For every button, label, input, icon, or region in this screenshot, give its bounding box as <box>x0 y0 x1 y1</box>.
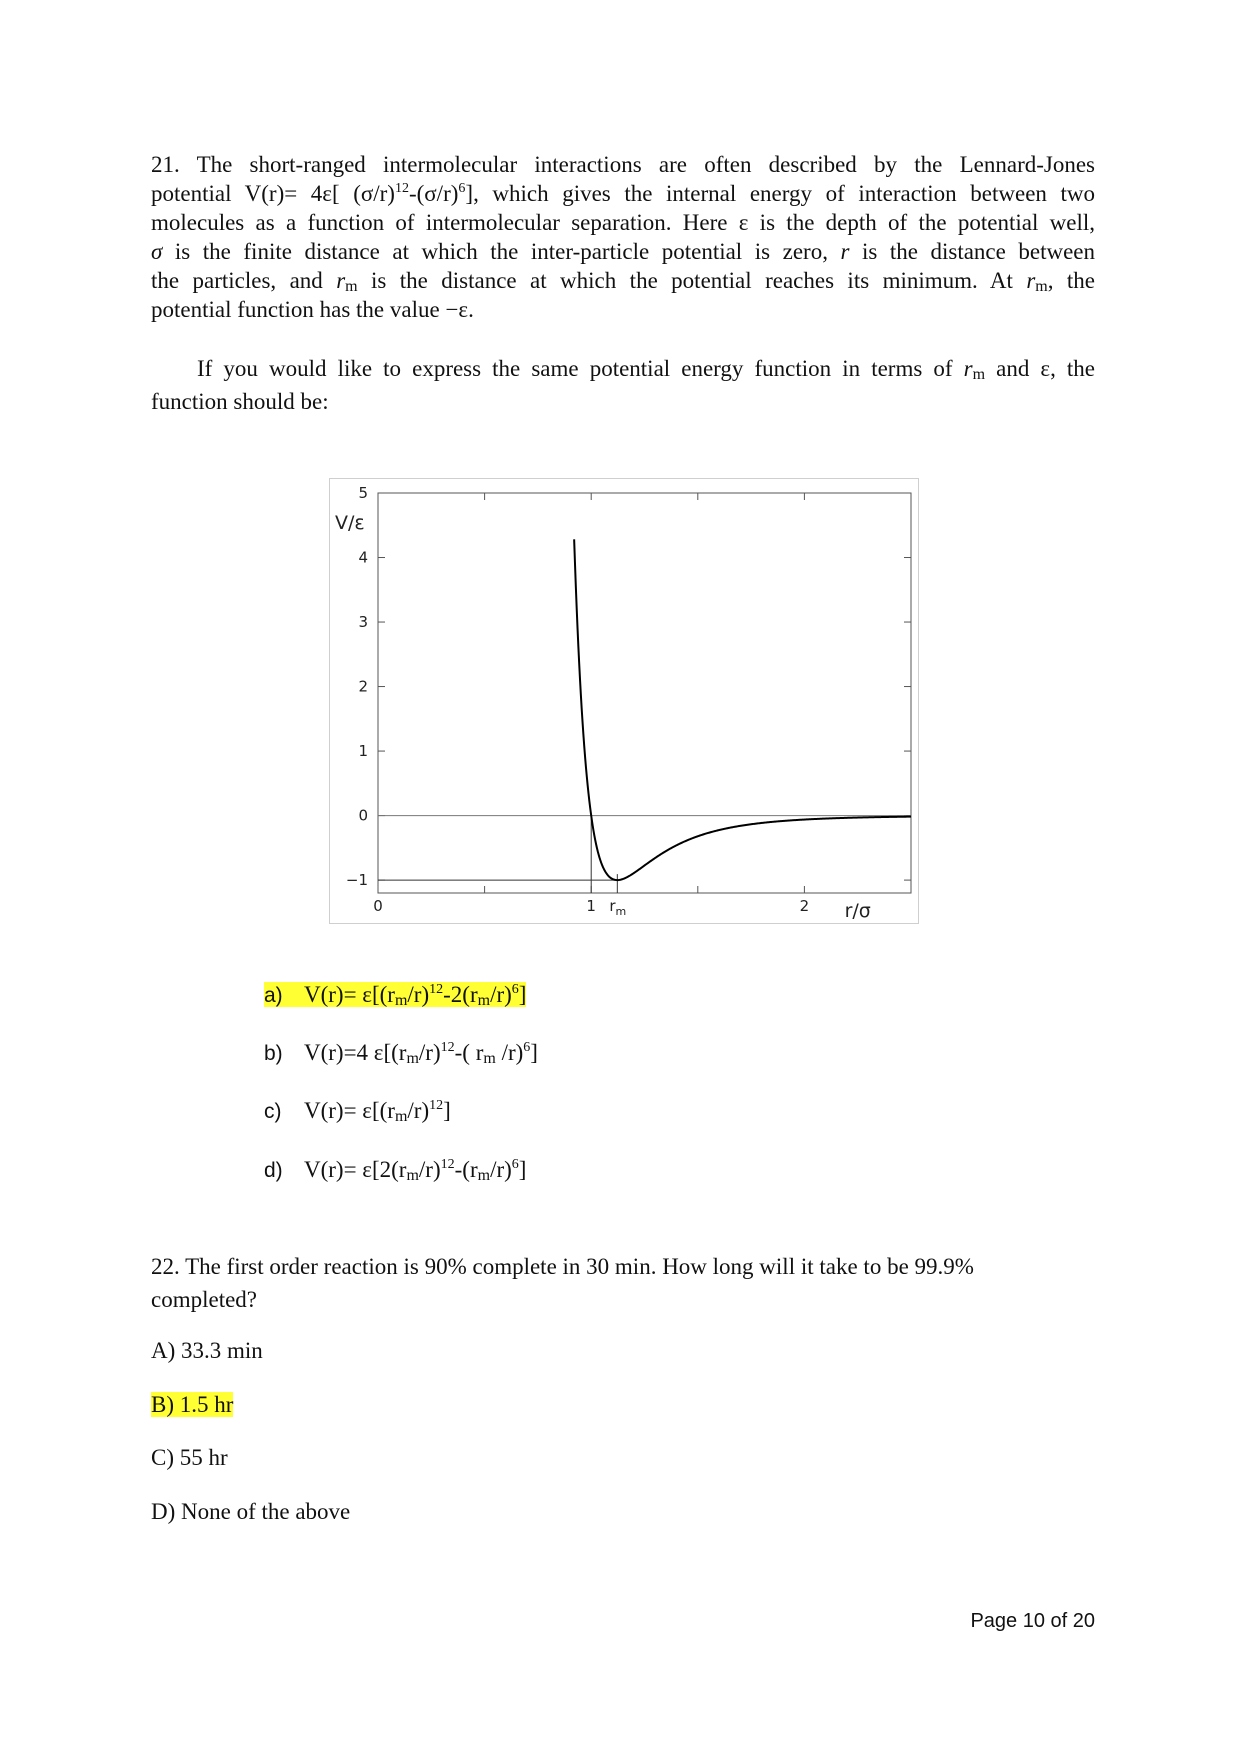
q22-answer-d: D) None of the above <box>151 1499 351 1524</box>
y-axis-title: V/ε <box>335 512 365 534</box>
q21-line-4: σ is the finite distance at which the inter-particle potential is zero, r is the distance between <box>151 239 1096 264</box>
x-tick-label: 1 <box>586 897 596 915</box>
chart-svg <box>330 479 920 925</box>
q21-option-c <box>264 1096 451 1127</box>
q21-option-a <box>264 980 526 1011</box>
q22-line-1: 22. The first order reaction is 90% complete in 30 min. How long will it take to be 99.9% <box>151 1254 974 1279</box>
q21-paragraph <box>151 150 1095 324</box>
q22-answer-c: C) 55 hr <box>151 1445 228 1470</box>
x-tick-label: 0 <box>373 897 383 915</box>
q22-answer-a: A) 33.3 min <box>151 1338 263 1363</box>
axis-ticks <box>378 493 911 893</box>
q21-line-6: potential function has the value −ε. <box>151 297 474 322</box>
plot-frame <box>378 493 911 893</box>
option-content: d) $V(r)= \varepsilon[2(r_m/r)^{12}-(r_m/r)^6]$ <box>264 1157 527 1184</box>
option-content: c) $V(r)= \varepsilon[(r_m/r)^{12}]$ <box>264 1098 451 1125</box>
q21-line-1: 21. The short-ranged intermolecular interactions are often described by the Lennard-Jones <box>151 152 1095 177</box>
option-content: a) $V(r)= \varepsilon[(r_m/r)^{12}-2(r_m/r)^6]$ <box>264 982 527 1009</box>
y-tick-label: 4 <box>358 548 368 567</box>
q21-line-3: molecules as a function of intermolecular separation. Here ε is the depth of the potential well, <box>151 210 1095 235</box>
q21-prompt <box>151 352 1095 418</box>
y-tick-label: 2 <box>358 677 368 696</box>
x-tick-label: 2 <box>799 897 810 915</box>
y-tick-label: −1 <box>345 871 368 890</box>
q21-line-2: potential V(r)= 4ε[ $(\sigma/r)^{12}-(\sigma/r)^6$], which gives the internal energy of interaction between two <box>151 181 1095 206</box>
q22-answer-b: B) 1.5 hr <box>151 1392 234 1417</box>
x-axis-title: r/σ <box>844 900 871 922</box>
lennard-jones-chart <box>329 478 919 924</box>
option-label: c) <box>264 1100 282 1123</box>
y-tick-label: 3 <box>358 613 368 632</box>
y-tick-label: 0 <box>358 806 368 825</box>
y-tick-label: 5 <box>358 484 368 502</box>
option-label: a) <box>264 984 283 1007</box>
q22-line-2: completed? <box>151 1287 258 1312</box>
option-content: b) V(r)=4 $\varepsilon[(r_m/r)^{12}-$( $r_m$ /r)$^6$] <box>264 1040 538 1067</box>
axis-tick-labels <box>346 484 809 915</box>
q21-option-d <box>264 1155 526 1186</box>
option-label: d) <box>264 1159 283 1182</box>
q21-option-b <box>264 1038 538 1069</box>
rm-label: $r_m$ <box>609 897 627 918</box>
page-number: Page 10 of 20 <box>970 1610 1095 1632</box>
lennard-jones-curve <box>574 539 911 880</box>
q21-prompt-line-1: If you would like to express the same potential energy function in terms of $r_m$ and ε, the <box>197 356 1095 383</box>
y-tick-label: 1 <box>358 742 368 761</box>
option-label: b) <box>264 1042 283 1065</box>
q21-line-5: the particles, and $r_m$ is the distance at which the potential reaches its minimum. At $r_m$, the <box>151 268 1095 295</box>
q21-prompt-line-2: function should be: <box>151 389 329 414</box>
